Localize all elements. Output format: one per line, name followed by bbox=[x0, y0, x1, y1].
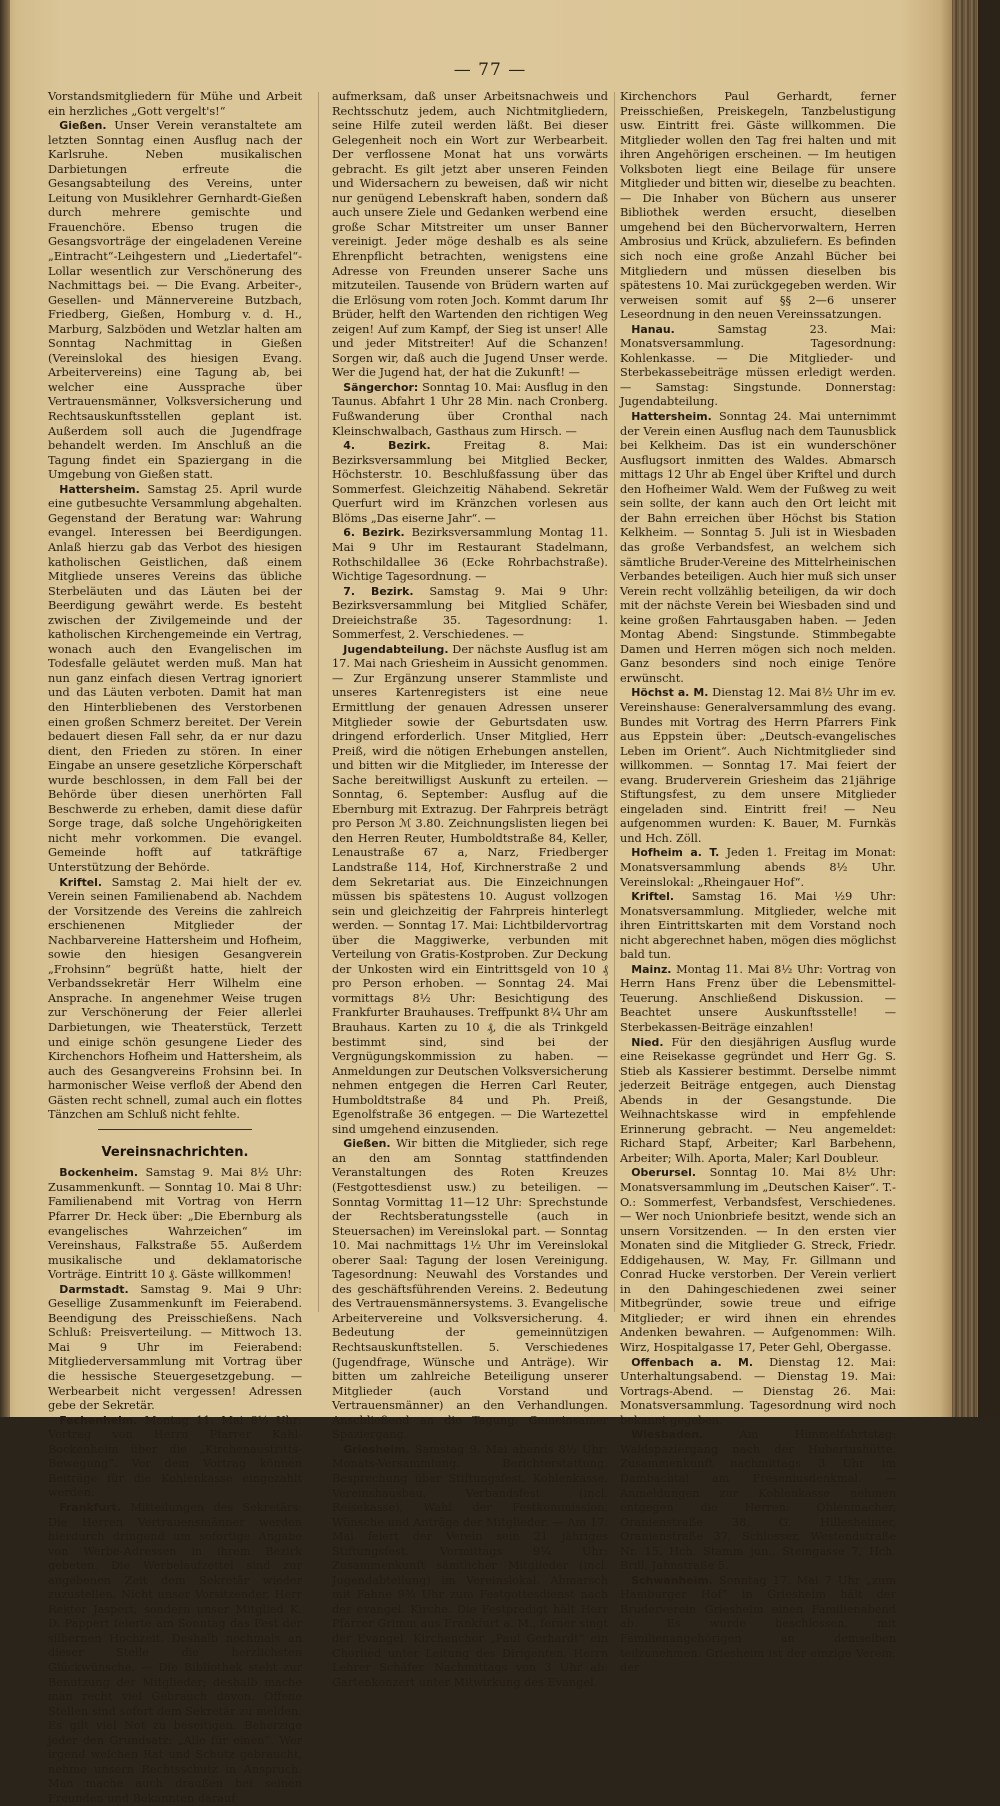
article-paragraph bbox=[620, 1356, 896, 1429]
article-text: Vorstandsmitgliedern für Mühe und Arbeit ein herzliches „Gott vergelt's!“ bbox=[48, 90, 302, 118]
article-paragraph bbox=[620, 846, 896, 890]
article-paragraph bbox=[48, 1501, 302, 1806]
article-paragraph bbox=[620, 963, 896, 1036]
article-paragraph bbox=[48, 90, 302, 119]
article-text: Freitag 8. Mai: Bezirksversammlung bei Mitglied Becker, Höchsterstr. 10. Beschlußfassung über das Sommerfest. Gleichzeitig Nähabend. Sekretär Querfurt wird im Kränzchen vorlesen aus Blöms „Das eiserne Jahr“. — bbox=[332, 439, 608, 525]
article-heading: Fechenheim. bbox=[59, 1413, 138, 1427]
article-text: Dienstag 12. Mai 8½ Uhr im ev. Vereinshause: Generalversammlung des evang. Bundes mit Vortrag des Herrn Pfarrers Fink aus Eppstein über: „Deutsch-evangelisches Leben im Orient“. Auch Nichtmitglieder sind willkommen. — Sonntag 17. Mai feiert der evang. Bruderverein Griesheim das 21jährige Stiftungsfest, zu dem unsere Mitglieder eingeladen sind. Eintritt frei! — Neu aufgenommen wurden: K. Bauer, M. Furnkäs und Hch. Zöll. bbox=[620, 686, 896, 845]
article-text: Der nächste Ausflug ist am 17. Mai nach Griesheim in Aussicht genommen. — Zur Ergänzung unserer Stammliste und unseres Kartenregisters ist eine neue Ermittlung der genauen Adressen unserer Mitglieder sowie der Geburtsdaten usw. dringend erforderlich. Unser Mitglied, Herr Preiß, wird die nötigen Erhebungen anstellen, und bitten wir die Mitglieder, im Interesse der Sache bereitwilligst Auskunft zu erteilen. — Sonntag, 6. September: Ausflug auf die Ebernburg mit Extrazug. Der Fahrpreis beträgt pro Person ℳ 3.80. Zeichnungslisten liegen bei den Herren Reuter, Humboldtstraße 84, Keller, Lenaustraße 67 a, Narz, Friedberger Landstraße 114, Hof, Kirchnerstraße 2 und dem Sekretariat aus. Die Einzeichnungen müssen bis spätestens 10. August vollzogen sein und gleichzeitig der Fahrpreis hinterlegt werden. — Sonntag 17. Mai: Lichtbildervortrag über die Maggiwerke, verbunden mit Verteilung von Gratis-Kostproben. Zur Deckung der Unkosten wird ein Eintrittsgeld von 10 ₰ pro Person erhoben. — Sonntag 24. Mai vormittags 8½ Uhr: Besichtigung des Frankfurter Brauhauses. Treffpunkt 8¼ Uhr am Brauhaus. Karten zu 10 ₰, die als Trinkgeld bestimmt sind, sind bei der Vergnügungskommission zu haben. — Anmeldungen zur Deutschen Volksversicherung nehmen entgegen die Herren Carl Reuter, Humboldtstraße 84 und Ph. Preiß, Egenolfstraße 36 entgegen. — Die Wartezettel sind umgehend einzusenden. bbox=[332, 642, 608, 1136]
article-paragraph bbox=[332, 381, 608, 439]
article-heading: Schwanheim. bbox=[631, 1573, 713, 1587]
article-paragraph bbox=[620, 1574, 896, 1676]
article-heading: 7. Bezirk. bbox=[343, 584, 414, 598]
article-text: Samstag 25. April wurde eine gutbesuchte Versammlung abgehalten. Gegenstand der Beratung war: Wahrung evangel. Interessen bei Beerdigungen. Anlaß hierzu gab das Verbot des hiesigen katholischen Geistlichen, daß einem Mitgliede unseres Vereins das übliche Sterbeläuten und das Läuten bei der Beerdigung gewährt werde. Es besteht zwischen der Zivilgemeinde und der katholischen Kirchengemeinde ein Vertrag, wonach auch den Evangelischen im Todesfalle geläutet werden muß. Man hat nun ganz einfach diesen Vertrag ignoriert und das Läuten verboten. Damit hat man den Hinterbliebenen des Verstorbenen einen großen Schmerz bereitet. Der Verein bedauert diesen Fall sehr, da er nur dazu dient, den Frieden zu stören. In einer Eingabe an unsere gesetzliche Körperschaft wurde beschlossen, in dem Fall bei der Behörde über diesen unerhörten Fall Beschwerde zu erheben, damit diese dafür Sorge trage, daß solche Ungehörigkeiten nicht mehr vorkommen. Die evangel. Gemeinde hofft auf tatkräftige Unterstützung der Behörde. bbox=[48, 482, 302, 874]
article-text: Samstag 9. Mai 8½ Uhr: Zusammenkunft. — Sonntag 10. Mai 8 Uhr: Familienabend mit Vortrag von Herrn Pfarrer Dr. Heck über: „Die Ebernburg als evangelisches Wahrzeichen“ im Vereinshaus, Falkstraße 55. Außerdem musikalische und deklamatorische Vorträge. Eintritt 10 ₰. Gäste willkommen! bbox=[48, 1166, 303, 1282]
article-heading: Höchst a. M. bbox=[631, 686, 709, 700]
page-left-edge bbox=[0, 0, 10, 1417]
article-paragraph bbox=[332, 1137, 608, 1442]
article-heading: Nied. bbox=[631, 1035, 664, 1049]
article-heading: Gießen. bbox=[59, 119, 107, 133]
article-heading: Jugendabteilung. bbox=[343, 642, 449, 656]
article-text: Montag 11. Mai 8½ Uhr: Vortrag von Herrn Pfarrer Kahl-Bockenheim über die „Kirchenaustritts-Bewegung“. Vor dem Vortrag können Beiträge für die Kohlenkasse eingezahlt werden. bbox=[48, 1413, 302, 1500]
article-text: Mitteilungen des Sekretärs: Die Herren Vertrauensmänner werden hierdurch dringend um sofortige Angabe von Werbe-Adressen in ihrem Bezirk gebeten. Die Werbelaufzettel sind zur angebenen Zeit dem Sekretär wieder zuzustellen. Nicht unser Vorsitzender, Herr Rektor Jaspert, sondern unser Mitglied K. D. Pappert feierte am Sonntag das Fest der silbernen Hochzeit. Deshalb nochmals an dieser Stelle die herzlichsten Glückwünsche. — Die Bibliothek steht zur Benutzung der Mitglieder; deshalb mache man recht viel Gebrauch davon. Offene Stellen sind sofort dem Sekretär zu melden. Es gilt viel Not zu beseitigen. Beherzige jeder den Grundsatz: „Alle für einen“. Wer irgend welchen Rat und Schutz gebraucht, nehme unsern Rechtsschutz in Anspruch. Man mache auch draußen bei seinen Freunden und Bekannten darauf bbox=[48, 1500, 303, 1805]
article-text: Sonntag 17. Mai 7 Uhr „zum Hamburger Hof“ in Griesheim hält der Bruderverein Griesheim einen Familienabend ab. Es wurde beschlossen, mit Familienangehörigen an demselben teilzunehmen. Griesheim ist der einzige Verein, der bbox=[620, 1573, 896, 1675]
article-text: Samstag 9. Mai abends 8½ Uhr: Monats-Versammlung. Berichterstattung, Besprechung über Stiftungsfest, Kohlenkasse, Vereinshausbau, Verbandsfest (incl. Reisekasse), Wahl der Festkommission, Wünsche und Anträge der Mitglieder. — Am 17. Mai feiert der Verein sein 21 jähriges Stiftungsfest. Vormittags 9¼ Uhr: Zusammenkunft sämtlicher Mitglieder (incl. Jugendabteilung) im Vereinslokal. Abmarsch mit Fahne 9¾ Uhr zum Festgottesdienst nach der evangel. Kirche. Die Festpredigt hält Herr Pfarrer Grimm aus Frankfurt a. M., ferner singt der Evangel. Kirchenchor „Paul Gerhardt“ ein Chorlied unter Leitung des Dirigenten, Herrn Lehrer Schäfer. Nachmittags von 3 Uhr ab: Gartenkonzert unter Mitwirkung des Evangel. bbox=[332, 1442, 608, 1689]
article-text: Dienstag 12. Mai: Unterhaltungsabend. — Dienstag 19. Mai: Vortrags-Abend. — Dienstag 26. Mai: Monatsversammlung. Tagesordnung wird noch bekannt gegeben. bbox=[620, 1355, 896, 1427]
article-paragraph bbox=[620, 1036, 896, 1167]
column-divider bbox=[614, 92, 615, 1312]
article-text: Samstag 2. Mai hielt der ev. Verein seinen Familienabend ab. Nachdem der Vorsitzende des Vereins die zahlreich erschienenen Mitglieder der Nachbarvereine Hattersheim und Hofheim, sowie den hiesigen Gesangverein „Frohsinn“ begrüßt hatte, hielt der Verbandssekretär Herr Wilhelm eine Ansprache. In angenehmer Weise trugen zur Verschönerung der Feier allerlei Darbietungen, wie Theaterstück, Terzett und einige schön gesungene Lieder des Kirchenchors Hofheim und Hattersheim, als auch des Gesangvereins Frohsinn bei. In harmonischer Weise verfloß der Abend den Gästen recht schnell, zumal auch ein flottes Tänzchen am Schluß nicht fehlte. bbox=[48, 875, 302, 1122]
article-paragraph bbox=[332, 643, 608, 1138]
article-heading: Kriftel. bbox=[59, 875, 103, 889]
page-number: — 77 — bbox=[453, 60, 527, 80]
article-heading: Bockenheim. bbox=[59, 1166, 138, 1180]
article-paragraph bbox=[332, 1443, 608, 1690]
article-heading: Gießen. bbox=[343, 1137, 391, 1151]
column-2 bbox=[332, 90, 609, 1689]
article-text: Sonntag 10. Mai: Ausflug in den Taunus. Abfahrt 1 Uhr 28 Min. nach Cronberg. Fußwanderung über Cronthal nach Kleinschwalbach, Gasthaus zum Hirsch. — bbox=[332, 380, 608, 438]
article-text: Montag 11. Mai 8½ Uhr: Vortrag von Herrn Hans Frenz über die Lebensmittel-Teuerung. Anschließend Diskussion. — Beachtet unsere Auskunftsstelle! — Sterbekassen-Beiträge einzahlen! bbox=[620, 962, 896, 1034]
article-heading: Oberursel. bbox=[631, 1166, 696, 1180]
article-paragraph bbox=[48, 1166, 302, 1282]
article-text: Samstag 9. Mai 9 Uhr: Bezirksversammlung bei Mitglied Schäfer, Dreieichstraße 35. Tagesordnung: 1. Sommerfest, 2. Verschiedenes. — bbox=[332, 584, 608, 642]
column-3 bbox=[620, 90, 897, 1675]
article-paragraph bbox=[332, 439, 608, 526]
article-heading: Sängerchor: bbox=[343, 380, 419, 394]
article-text: aufmerksam, daß unser Arbeitsnachweis und Rechtsschutz jedem, auch Nichtmitgliedern, seine Hilfe zuteil werden läßt. Bei dieser Gelegenheit noch ein Wort zur Werbearbeit. Der verflossene Monat hat uns vorwärts gebracht. Es gilt jetzt aber unseren Feinden und Widersachern zu beweisen, daß wir nicht nur genügend Lebenskraft haben, sondern daß auch unsere Ziele und Gedanken werbend eine große Schar Mitstreiter um unser Banner vereinigt. Jeder möge deshalb es als seine Ehrenpflicht betrachten, wenigstens eine Adresse von Freunden unserer Sache uns mitzuteilen. Tausende von Brüdern warten auf die Erlösung vom roten Joch. Kommt darum Ihr Brüder, helft den Wartenden den richtigen Weg zeigen! Auf zum Kampf, der Sieg ist unser! Alle und jeder Mitstreiter! Auf die Schanzen! Sorgen wir, daß auch die Jugend Unser werde. Wer die Jugend hat, der hat die Zukunft! — bbox=[332, 90, 608, 380]
column-divider bbox=[318, 92, 319, 1312]
article-paragraph bbox=[48, 119, 302, 483]
article-heading: Darmstadt. bbox=[59, 1282, 129, 1296]
article-heading: Offenbach a. M. bbox=[631, 1355, 753, 1369]
article-paragraph bbox=[48, 483, 302, 876]
article-text: Kirchenchors Paul Gerhardt, ferner Preisschießen, Preiskegeln, Tanzbelustigung usw. Eintritt frei. Gäste willkommen. Die Mitglieder wollen den Tag frei halten und mit ihren Angehörigen erscheinen. — Im heutigen Volksboten liegt eine Beilage für unsere Mitglieder und bitten wir, dieselbe zu beachten. — Die Inhaber von Büchern aus unserer Bibliothek werden ersucht, dieselben umgehend bei den Büchervorwaltern, Herren Ambrosius und Krück, abzuliefern. Es befinden sich noch eine große Anzahl Bücher bei Mitgliedern und müssen dieselben bis spätestens 10. Mai zurückgegeben werden. Wir verweisen somit auf §§ 2—6 unserer Leseordnung in den neuen Vereinssatzungen. bbox=[620, 90, 896, 322]
column-1 bbox=[48, 90, 303, 1805]
article-text: Samstag 23. Mai: Monatsversammlung. Tagesordnung: Kohlenkasse. — Die Mitglieder- und Sterbekassebeiträge müssen erledigt werden. — Samstag: Singstunde. Donnerstag: Jugendabteilung. bbox=[620, 322, 896, 409]
article-text: Am Himmelfahrtstag: Waldspaziergang nach der Hubertushütte. Zusammenkunft nachmittags 3 Uhr im Dambachtal am Freseniusdenkmal. — Anmeldungen zur Kohlenkasse nehmen entgegen die Herren: Ohlenmacher, Oranienstraße 38, G. Hillesheimer, Oranienstraße 37, Schlosser, Westendstraße Nr. 15, Hch. Stamm jun., Steingasse 7, Hch. Brill, Jahnstraße 5. bbox=[620, 1428, 896, 1573]
article-heading: 6. Bezirk. bbox=[343, 526, 405, 540]
article-text: Bezirksversammlung Montag 11. Mai 9 Uhr im Restaurant Stadelmann, Rothschildallee 36 (Ecke Rohrbachstraße). Wichtige Tagesordnung. — bbox=[332, 526, 608, 584]
article-text: Sonntag 10. Mai 8½ Uhr: Monatsversammlung im „Deutschen Kaiser“. T.-O.: Sommerfest, Verbandsfest, Verschiedenes. — Wer noch Unionbriefe besitzt, wende sich an unsern Vorsitzenden. — In den ersten vier Monaten sind die Mitglieder G. Streck, Friedr. Eddigehausen, W. May, Fr. Gillmann und Conrad Hucke verstorben. Der Verein verliert in den Dahingeschiedenen zwei seiner Mitbegründer, sowie treue und eifrige Mitglieder; er wird ihnen ein ehrendes Andenken bewahren. — Aufgenommen: Wilh. Wirz, Hospitalgasse 17, Peter Gehl, Obergasse. bbox=[620, 1166, 897, 1355]
article-paragraph bbox=[332, 585, 608, 643]
article-text: Jeden 1. Freitag im Monat: Monatsversammlung abends 8½ Uhr. Vereinslokal: „Rheingauer Hof“. bbox=[620, 846, 896, 889]
article-paragraph bbox=[332, 90, 608, 381]
article-paragraph bbox=[332, 526, 608, 584]
article-paragraph bbox=[620, 1166, 896, 1355]
article-text: Für den diesjährigen Ausflug wurde eine Reisekasse gegründet und Herr Gg. S. Stieb als Kassierer bestimmt. Derselbe nimmt jederzeit Beiträge entgegen, auch Dienstag Abends in der Gesangstunde. Die Weihnachtskasse wird in empfehlende Erinnerung gebracht. — Neu angemeldet: Richard Stapf, Arbeiter; Karl Barbehenn, Arbeiter; Wilh. Aporta, Maler; Karl Doubleur. bbox=[620, 1035, 897, 1165]
article-paragraph bbox=[620, 90, 896, 323]
article-paragraph bbox=[48, 876, 302, 1123]
article-heading: Hattersheim. bbox=[631, 410, 712, 424]
book-binding bbox=[978, 0, 1000, 1417]
article-text: Samstag 16. Mai ½9 Uhr: Monatsversammlung. Mitglieder, welche mit ihren Eintrittskarten mit dem Vorstand noch nicht abgerechnet haben, mögen dies möglichst bald tun. bbox=[620, 890, 897, 962]
article-paragraph bbox=[620, 1428, 896, 1573]
article-text: Samstag 9. Mai 9 Uhr: Gesellige Zusammenkunft im Feierabend. Beendigung des Preisschießens. Nach Schluß: Preisverteilung. — Mittwoch 13. Mai 9 Uhr im Feierabend: Mitgliederversammlung mit Vortrag über die hessische Steuergesetzgebung. — Werbearbeit nicht vergessen! Adressen gebe der Sekretär. bbox=[48, 1282, 302, 1413]
article-heading: Kriftel. bbox=[631, 890, 675, 904]
article-text: Wir bitten die Mitglieder, sich rege an den am Sonntag stattfindenden Veranstaltungen des Roten Kreuzes (Festgottesdienst usw.) zu beteiligen. — Sonntag Vormittag 11—12 Uhr: Sprechstunde der Rechtsberatungsstelle (auch in Steuersachen) im Vereinslokal part. — Sonntag 10. Mai nachmittags 1½ Uhr im Vereinslokal oberer Saal: Tagung der losen Vereinigung. Tagesordnung: Neuwahl des Vorstandes und des geschäftsführenden Vereins. 2. Bedeutung des Vertrauensmännersystems. 3. Evangelische Arbeitervereine und Volksversicherung. 4. Bedeutung der gemeinnützigen Rechtsauskunftstellen. 5. Verschiedenes (Jugendfrage, Wünsche und Anträge). Wir bitten um zahlreiche Beteiligung unserer Mitglieder (auch Vorstand und Vertrauensmänner) an den Verhandlungen. Anschließend an die Tagung: Gemeinsamer Spaziergang. bbox=[332, 1137, 609, 1442]
article-heading: Wiesbaden. bbox=[631, 1428, 704, 1442]
article-paragraph bbox=[620, 323, 896, 410]
article-paragraph bbox=[620, 890, 896, 963]
article-heading: 4. Bezirk. bbox=[343, 439, 431, 453]
article-paragraph bbox=[620, 410, 896, 686]
article-text: Sonntag 24. Mai unternimmt der Verein einen Ausflug nach dem Taunusblick bei Kelkheim. Das ist ein wunderschöner Ausflugsort inmitten des Waldes. Abmarsch mittags 12 Uhr ab Engel über Kriftel und durch den Hofheimer Wald. Wem der Fußweg zu weit sein sollte, der kann auch den Ort leicht mit der Bahn erreichen über Höchst bis Station Kelkheim. — Sonntag 5. Juli ist in Wiesbaden das große Verbandsfest, an welchem sich sämtliche Bruder-Vereine des Mittelrheinischen Verbandes beteiligen. Auch hier muß sich unser Verein recht vollzählig beteiligen, da wir doch mit der nächste Verein bei Wiesbaden sind und keine großen Fahrtausgaben haben. — Jeden Montag Abend: Singstunde. Stimmbegabte Damen und Herren mögen sich noch melden. Ganz besonders sind noch einige Tenöre erwünscht. bbox=[620, 410, 896, 685]
section-heading: Vereinsnachrichten. bbox=[101, 1144, 249, 1160]
section-rule bbox=[98, 1129, 252, 1130]
article-paragraph bbox=[48, 1283, 302, 1414]
article-heading: Mainz. bbox=[631, 962, 672, 976]
article-heading: Griesheim. bbox=[343, 1442, 410, 1456]
article-heading: Hanau. bbox=[631, 322, 675, 336]
article-heading: Frankfurt. bbox=[59, 1500, 121, 1514]
article-paragraph bbox=[620, 686, 896, 846]
article-paragraph bbox=[48, 1414, 302, 1501]
article-text: Unser Verein veranstaltete am letzten Sonntag einen Ausflug nach der Karlsruhe. Neben musikalischen Darbietungen erfreute die Gesangsabteilung des Vereins, unter Leitung von Musiklehrer Gernhardt-Gießen durch mehrere gemischte und Frauenchöre. Ebenso trugen die Gesangsvorträge der eingeladenen Vereine „Eintracht“-Leihgestern und „Liedertafel“-Lollar wesentlich zur Verschönerung des Nachmittags bei. — Die Evang. Arbeiter-, Gesellen- und Männervereine Butzbach, Friedberg, Gießen, Homburg v. d. H., Marburg, Salzböden und Wetzlar halten am Sonntag Nachmittag in Gießen (Vereinslokal des hiesigen Evang. Arbeitervereins) eine Tagung ab, bei welcher eine Aussprache über Vertrauensmänner, Volksversicherung und Rechtsauskunftsstellen geplant ist. Außerdem soll auch die Jugendfrage behandelt werden. Im Anschluß an die Tagung findet ein Spaziergang in die Umgebung von Gießen statt. bbox=[48, 119, 303, 482]
article-heading: Hofheim a. T. bbox=[631, 846, 720, 860]
article-heading: Hattersheim. bbox=[59, 482, 140, 496]
